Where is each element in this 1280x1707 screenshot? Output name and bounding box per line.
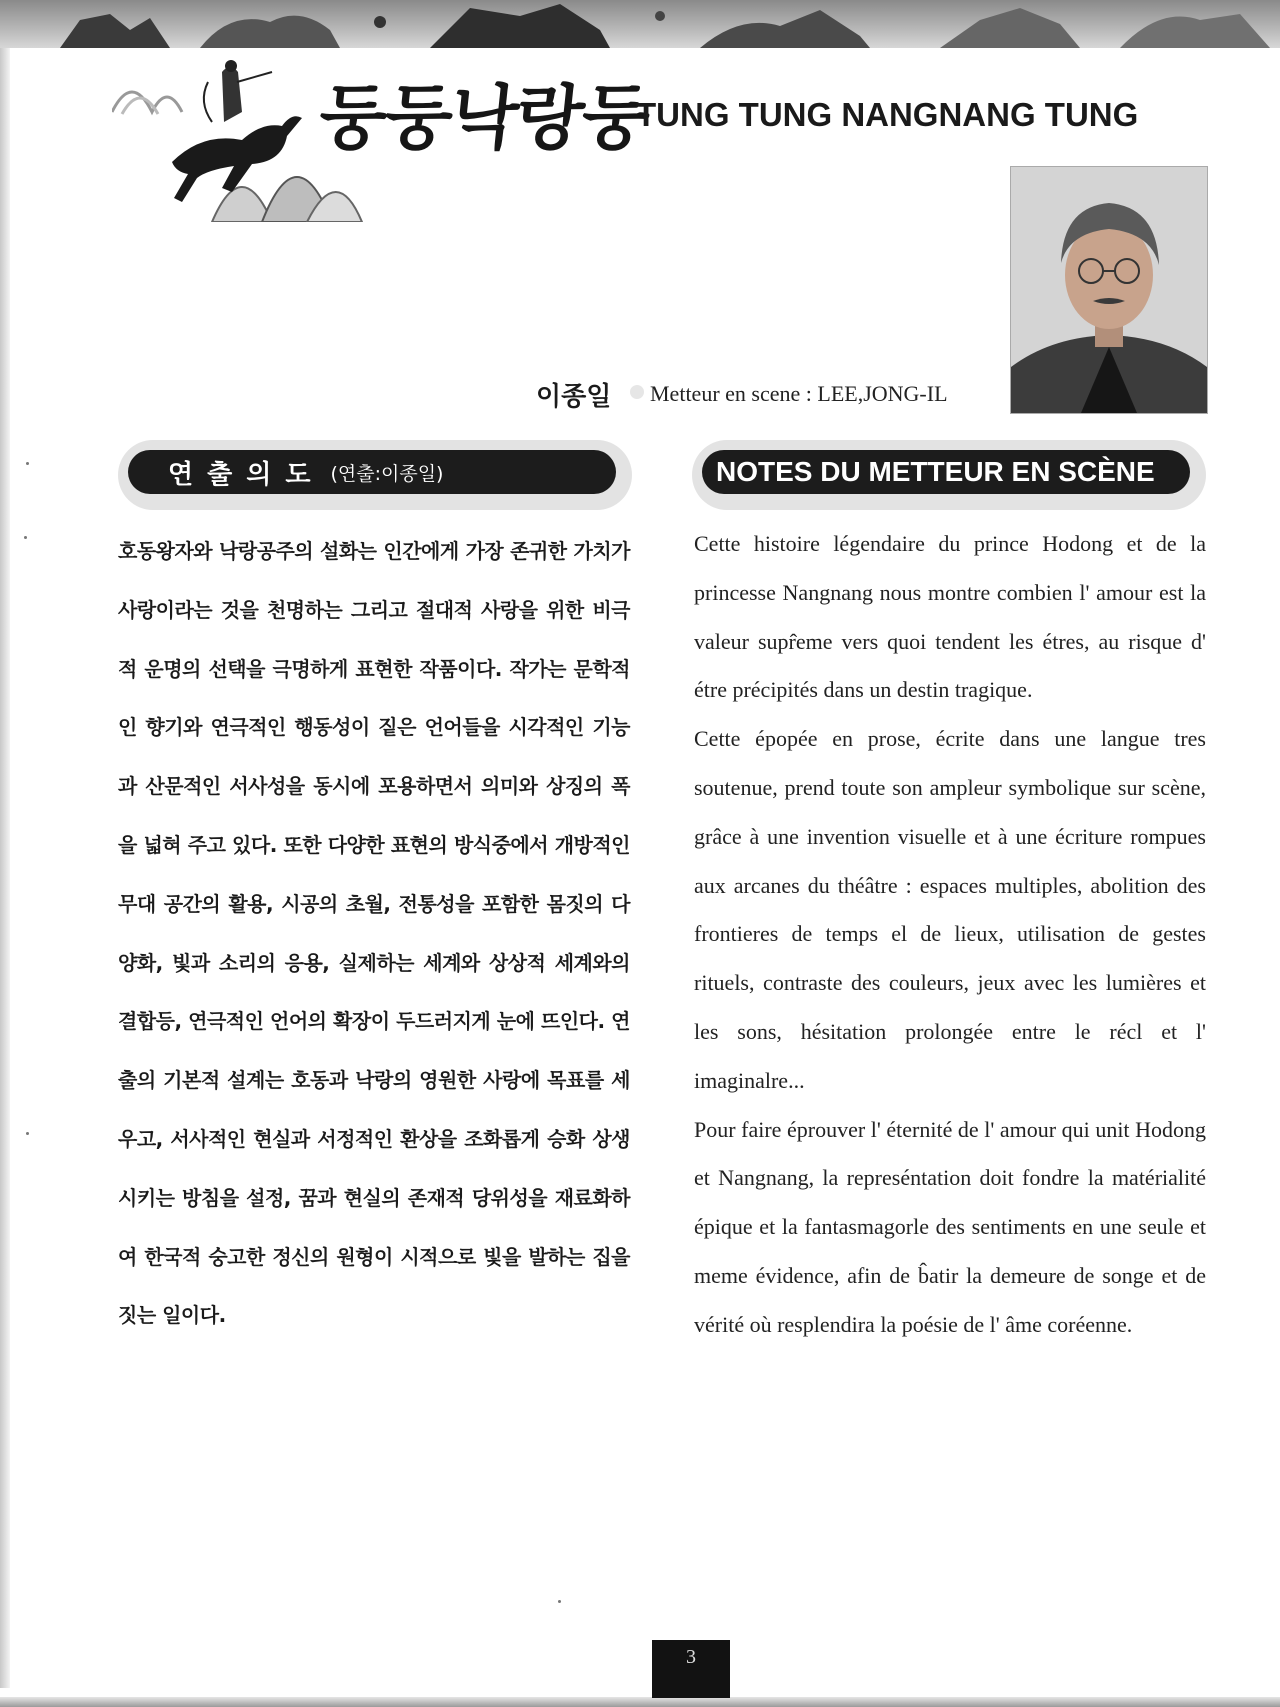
korean-section-heading	[118, 440, 632, 510]
french-heading-text: NOTES DU METTEUR EN SCÈNE	[716, 456, 1155, 487]
french-body-text	[694, 520, 1206, 1350]
title-korean: 둥둥낙랑둥	[315, 77, 652, 159]
korean-heading-text: 연출의도	[168, 459, 325, 490]
french-paragraph-2: Cette épopée en prose, écrite dans une langue tres soutenue, prend toute son ampleur symbolique sur scène, grâce à une invention visuelle et à une écriture rompues aux arcanes du théâtre : espaces multiples, abolition des frontieres de temps el de lieux, utilisation de gestes rituels, contraste des couleurs, jeux avec les lumières et les sons, hésitation prolongée entre le récl et l' imaginalre...	[694, 726, 1206, 1093]
director-portrait-photo	[1010, 166, 1208, 414]
scan-speck	[558, 1600, 561, 1603]
french-section-heading	[692, 440, 1206, 510]
page-edge-left	[0, 48, 10, 1688]
french-paragraph-1: Cette histoire légendaire du prince Hodong et de la princesse Nangnang nous montre combien l' amour est la valeur supr̂eme vers quoi tendent les étres, au risque d' étre précipités dans un destin tragique.	[694, 531, 1206, 703]
scan-speck	[24, 536, 27, 539]
mural-banner	[0, 0, 1280, 48]
scan-speck	[26, 462, 29, 465]
french-heading-pill	[702, 450, 1190, 494]
page-edge-bottom	[0, 1697, 1280, 1707]
author-name-korean: 이종일	[536, 382, 612, 412]
title-english: TUNG TUNG NANGNANG TUNG	[636, 96, 1139, 133]
korean-heading-pill	[128, 450, 616, 494]
author-credit-french: Metteur en scene : LEE,JONG-IL	[650, 381, 948, 406]
french-paragraph-3: Pour faire éprouver l' éternité de l' amour qui unit Hodong et Nangnang, la represéntation doit fondre la matérialité épique et la fantasmagorle des sentiments en une seule et meme évidence, afin de b̂atir la demeure de songe et de vérité où resplendira la poésie de l' âme coréenne.	[694, 1116, 1206, 1337]
separator-dot	[630, 385, 644, 399]
scan-speck	[26, 1132, 29, 1135]
korean-heading-subtext: (연출:이종일)	[330, 462, 444, 485]
korean-body-text: 호동왕자와 낙랑공주의 설화는 인간에게 가장 존귀한 가치가 사랑이라는 것을 천명하는 그리고 절대적 사랑을 위한 비극적 운명의 선택을 극명하게 표현한 작품이다. 작가는 문학적인 향기와 연극적인 행동성이 짙은 언어들을 시각적인 기능과 산문적인 서사성을 동시에 포용하면서 의미와 상징의 폭을 넓혀 주고 있다. 또한 다양한 표현의 방식중에서 개방적인 무대 공간의 활용, 시공의 초월, 전통성을 포함한 몸짓의 다양화, 빛과 소리의 응용, 실제하는 세계와 상상적 세계와의 결합등, 연극적인 언어의 확장이 두드러지게 눈에 뜨인다. 연출의 기본적 설계는 호동과 낙랑의 영원한 사랑에 목표를 세우고, 서사적인 현실과 서정적인 환상을 조화롭게 승화 상생 시키는 방침을 설정, 꿈과 현실의 존재적 당위성을 재료화하여 한국적 숭고한 정신의 원형이 시적으로 빛을 발하는 집을 짓는 일이다.	[118, 539, 630, 1328]
page-number: 3	[652, 1640, 730, 1698]
